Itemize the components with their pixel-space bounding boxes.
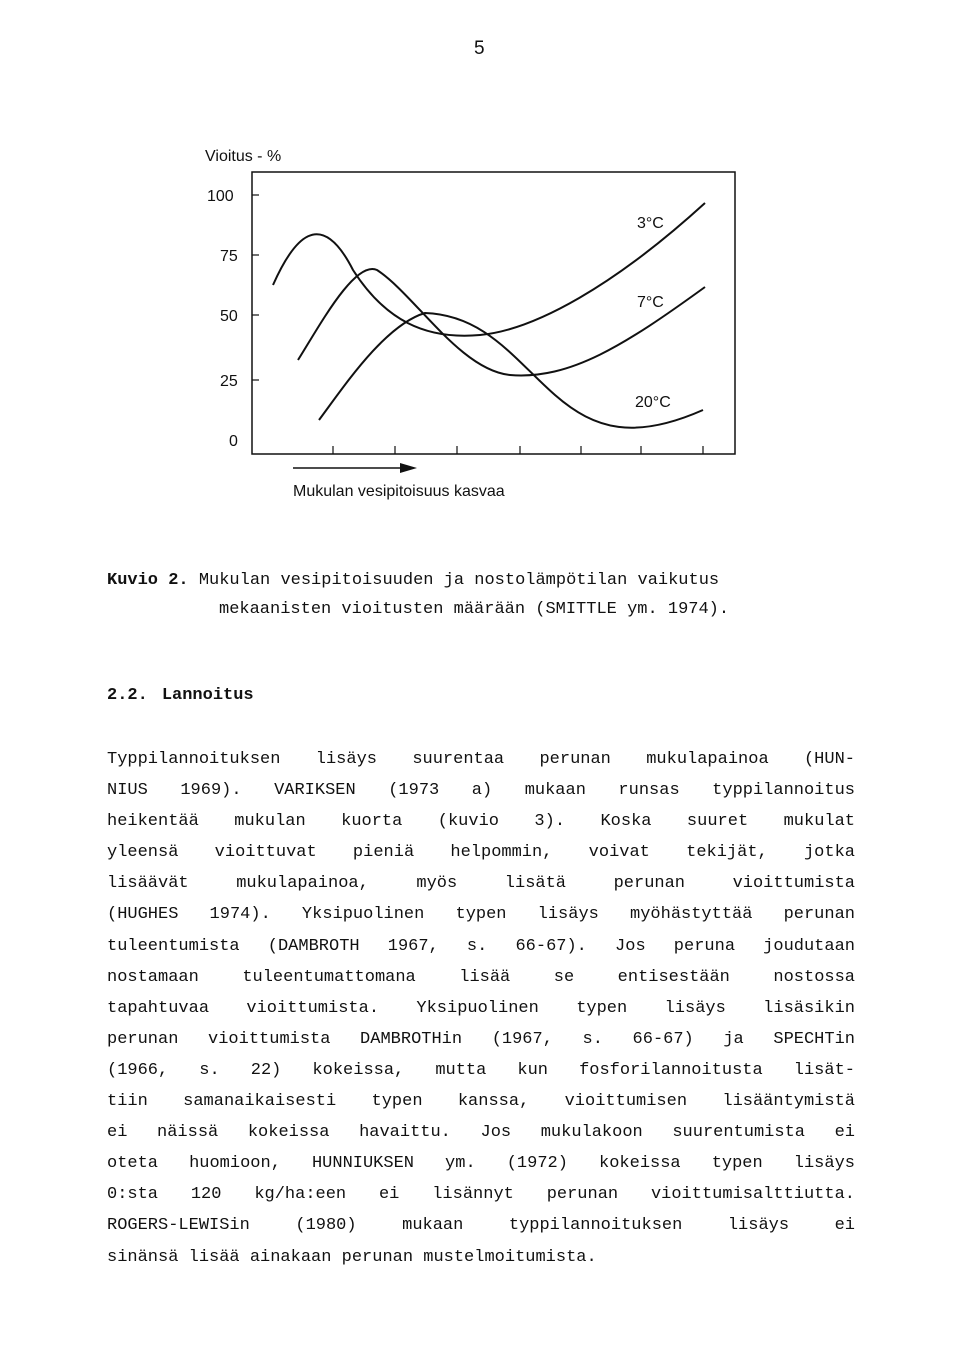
curve-label-3c: 3°C bbox=[637, 215, 664, 232]
x-direction-arrow bbox=[293, 463, 417, 473]
y-tick-label-0: 0 bbox=[229, 433, 238, 450]
curve-label-7c: 7°C bbox=[637, 294, 664, 311]
text-line: perunan vioittumista DAMBROTHin (1967, s. 66-67) ja SPECHTin bbox=[107, 1029, 855, 1049]
figure-caption bbox=[107, 566, 867, 624]
text-line: (1966, s. 22) kokeissa, mutta kun fosforilannoitusta lisät- bbox=[107, 1060, 855, 1080]
text-line: tiin samanaikaisesti typen kanssa, vioittumisen lisääntymistä bbox=[107, 1092, 855, 1112]
text-line: ROGERS-LEWISin (1980) mukaan typpilannoituksen lisäys ei bbox=[107, 1216, 855, 1236]
text-line: lisäävät mukulapainoa, myös lisätä perunan vioittumista bbox=[107, 874, 855, 894]
text-line: oteta huomioon, HUNNIUKSEN ym. (1972) kokeissa typen lisäys bbox=[107, 1154, 855, 1174]
text-line: ei näissä kokeissa havaittu. Jos mukulakoon suurentumista ei bbox=[107, 1123, 855, 1143]
text-line: yleensä vioittuvat pieniä helpommin, voivat tekijät, jotka bbox=[107, 843, 855, 863]
text-line: tapahtuvaa vioittumista. Yksipuolinen typen lisäys lisäsikin bbox=[107, 998, 855, 1018]
text-line: nostamaan tuleentumattomana lisää se entisestään nostossa bbox=[107, 967, 855, 987]
text-line: Typpilannoituksen lisäys suurentaa perunan mukulapainoa (HUN- bbox=[107, 750, 855, 769]
text-line: (HUGHES 1974). Yksipuolinen typen lisäys myöhästyttää perunan bbox=[107, 905, 855, 925]
caption-line-2: mekaanisten vioitusten määrään (SMITTLE ym. 1974). bbox=[219, 600, 730, 619]
x-axis-caption: Mukulan vesipitoisuus kasvaa bbox=[293, 483, 505, 500]
figure-damage-chart bbox=[195, 135, 755, 515]
section-number: 2.2. bbox=[107, 686, 148, 705]
y-tick-label-25: 25 bbox=[220, 373, 238, 390]
text-line: NIUS 1969). VARIKSEN (1973 a) mukaan runsas typpilannoitus bbox=[107, 781, 855, 801]
section-heading bbox=[107, 686, 268, 705]
y-axis-title: Vioitus - % bbox=[205, 148, 282, 165]
body-paragraph bbox=[107, 744, 855, 1273]
text-line: sinänsä lisää ainakaan perunan mustelmoitumista. bbox=[107, 1247, 597, 1267]
curve-7c bbox=[298, 269, 705, 376]
curve-label-20c: 20°C bbox=[635, 394, 671, 411]
section-title: Lannoitus bbox=[161, 686, 254, 705]
y-tick-label-75: 75 bbox=[220, 248, 238, 265]
x-ticks bbox=[333, 446, 703, 454]
caption-line-1: Mukulan vesipitoisuuden ja nostolämpötilan vaikutus bbox=[198, 571, 720, 590]
y-ticks bbox=[252, 195, 259, 380]
text-line: tuleentumista (DAMBROTH 1967, s. 66-67). Jos peruna joudutaan bbox=[107, 936, 855, 956]
text-line: 0:sta 120 kg/ha:een ei lisännyt perunan vioittumisalttiutta. bbox=[107, 1185, 855, 1205]
text-line: heikentää mukulan kuorta (kuvio 3). Koska suuret mukulat bbox=[107, 812, 855, 832]
page-number: 5 bbox=[474, 38, 485, 59]
caption-label: Kuvio 2. bbox=[107, 571, 189, 590]
y-tick-label-50: 50 bbox=[220, 308, 238, 325]
y-tick-label-100: 100 bbox=[207, 188, 234, 205]
